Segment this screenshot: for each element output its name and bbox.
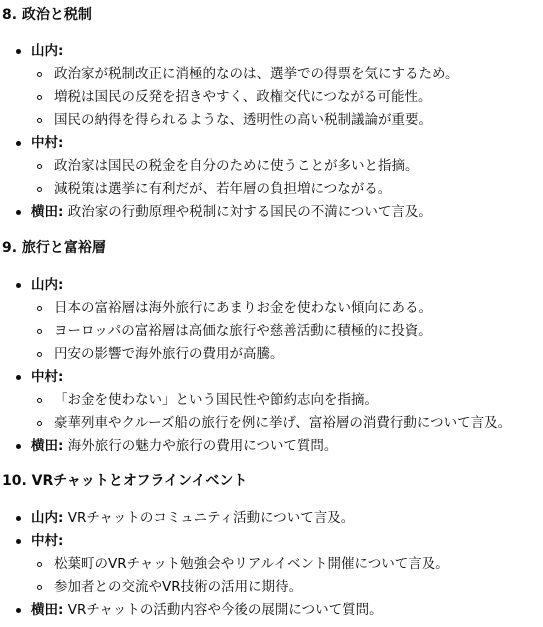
- speaker-colon: :: [58, 510, 64, 526]
- speaker-name: 横田: [31, 204, 58, 220]
- point-item: 松葉町のVRチャット勉強会やリアルイベント開催について言及。: [54, 556, 449, 572]
- speaker-name: 山内: [31, 43, 58, 59]
- bullet-disc: [16, 608, 21, 613]
- bullet-circle: [37, 187, 42, 192]
- section-heading-9: 9. 旅行と富裕層: [2, 240, 106, 256]
- bullet-disc: [16, 283, 21, 288]
- speaker-name: 中村: [31, 369, 58, 385]
- speaker-name: 中村: [31, 135, 58, 151]
- speaker-colon: :: [58, 277, 64, 293]
- speaker-summary: VRチャットの活動内容や今後の展開について質問。: [67, 602, 383, 618]
- speaker-colon: :: [58, 438, 64, 454]
- point-item: 豪華列車やクルーズ船の旅行を例に挙げ、富裕層の消費行動について言及。: [54, 415, 512, 431]
- bullet-circle: [37, 329, 42, 334]
- speaker-line: [31, 41, 63, 61]
- point-item: ヨーロッパの富裕層は高価な旅行や慈善活動に積極的に投資。: [54, 323, 432, 339]
- speaker-summary: VRチャットのコミュニティ活動について言及。: [67, 510, 355, 526]
- bullet-circle: [37, 352, 42, 357]
- speaker-summary: 政治家の行動原理や税制に対する国民の不満について言及。: [67, 204, 432, 220]
- bullet-disc: [16, 375, 21, 380]
- speaker-name: 山内: [31, 510, 58, 526]
- speaker-line: [31, 436, 337, 456]
- point-item: 増税は国民の反発を招きやすく、政権交代につながる可能性。: [54, 89, 432, 105]
- speaker-line: [31, 367, 63, 387]
- speaker-summary: 海外旅行の魅力や旅行の費用について質問。: [67, 438, 338, 454]
- point-item: 政治家が税制改正に消極的なのは、選挙での得票を気にするため。: [54, 66, 459, 82]
- bullet-disc: [16, 141, 21, 146]
- bullet-circle: [37, 585, 42, 590]
- point-item: 円安の影響で海外旅行の費用が高騰。: [54, 346, 284, 362]
- bullet-circle: [37, 562, 42, 567]
- point-item: 政治家は国民の税金を自分のために使うことが多いと指摘。: [54, 158, 419, 174]
- speaker-line: [31, 275, 63, 295]
- section-heading-8: 8. 政治と税制: [2, 7, 92, 23]
- speaker-name: 横田: [31, 438, 58, 454]
- point-item: 減税策は選挙に有利だが、若年層の負担増につながる。: [54, 181, 392, 197]
- speaker-colon: :: [58, 204, 64, 220]
- bullet-disc: [16, 49, 21, 54]
- speaker-colon: :: [58, 533, 64, 549]
- bullet-circle: [37, 421, 42, 426]
- bullet-circle: [37, 95, 42, 100]
- speaker-line: [31, 600, 383, 620]
- speaker-name: 山内: [31, 277, 58, 293]
- bullet-disc: [16, 444, 21, 449]
- bullet-circle: [37, 164, 42, 169]
- speaker-colon: :: [58, 135, 64, 151]
- speaker-name: 横田: [31, 602, 58, 618]
- speaker-line: [31, 508, 354, 528]
- bullet-circle: [37, 118, 42, 123]
- speaker-line: [31, 202, 432, 222]
- bullet-circle: [37, 398, 42, 403]
- section-heading-10: 10. VRチャットとオフラインイベント: [2, 473, 248, 489]
- bullet-circle: [37, 72, 42, 77]
- point-item: 参加者との交流やVR技術の活用に期待。: [54, 579, 303, 595]
- bullet-disc: [16, 210, 21, 215]
- point-item: 「お金を使わない」という国民性や節約志向を指摘。: [54, 392, 378, 408]
- speaker-colon: :: [58, 43, 64, 59]
- bullet-disc: [16, 539, 21, 544]
- speaker-line: [31, 531, 63, 551]
- speaker-colon: :: [58, 369, 64, 385]
- point-item: 国民の納得を得られるような、透明性の高い税制議論が重要。: [54, 112, 432, 128]
- bullet-circle: [37, 306, 42, 311]
- bullet-disc: [16, 516, 21, 521]
- point-item: 日本の富裕層は海外旅行にあまりお金を使わない傾向にある。: [54, 300, 432, 316]
- speaker-name: 中村: [31, 533, 58, 549]
- speaker-line: [31, 133, 63, 153]
- speaker-colon: :: [58, 602, 64, 618]
